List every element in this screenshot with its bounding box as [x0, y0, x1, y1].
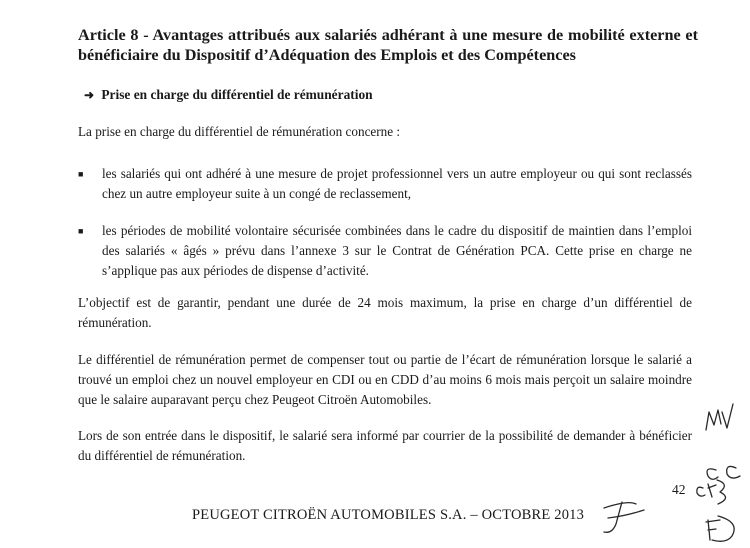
initials-mv — [706, 404, 733, 430]
page-number: 42 — [672, 482, 686, 497]
arrow-bullet-icon: ➜ — [84, 88, 95, 102]
initials-cfd — [697, 480, 726, 504]
bullet-square-icon: ■ — [78, 169, 84, 179]
paragraph-definition: Le différentiel de rémunération permet de compenser tout ou partie de l’écart de rémunération lorsque le salarié a trouvé un emploi chez un nouvel employeur en CDI ou en CDD d’au moins 6 mois mais perçoit un salaire moindre que le salaire auparavant perçu chez Peugeot Citroën Automobiles. — [78, 352, 692, 407]
initials-fd — [706, 516, 734, 541]
article-title: Article 8 - Avantages attribués aux salariés adhérant à une mesure de mobilité externe et bénéficiaire du Dispositif d’Adéquation des Emplois et des Compétences — [78, 26, 698, 64]
page-footer: PEUGEOT CITROËN AUTOMOBILES S.A. – OCTOBRE 2013 — [192, 507, 585, 523]
section-heading-text: Prise en charge du différentiel de rémunération — [101, 87, 373, 102]
paragraph-objective: L’objectif est de garantir, pendant une durée de 24 mois maximum, la prise en charge d’un différentiel de rémunération. — [78, 295, 692, 330]
list-item-text: les périodes de mobilité volontaire sécurisée combinées dans le cadre du dispositif de maintien dans l’emploi des salariés « âgés » prévu dans l’annexe 3 sur le Contrat de Génération PCA. Cette prise en charge ne s’applique pas aux périodes de dispense d’activité. — [102, 223, 692, 278]
initials-jp — [604, 502, 644, 532]
paragraph-information: Lors de son entrée dans le dispositif, le salarié sera informé par courrier de la possibilité de demander à bénéficier du différentiel de rémunération. — [78, 428, 692, 463]
bullet-square-icon: ■ — [78, 226, 84, 236]
list-item-text: les salariés qui ont adhéré à une mesure de projet professionnel vers un autre employeur ou qui sont reclassés chez un autre employeur suite à un congé de reclassement, — [102, 166, 692, 201]
initials-cc — [707, 466, 740, 479]
intro-paragraph: La prise en charge du différentiel de rémunération concerne : — [78, 124, 401, 139]
